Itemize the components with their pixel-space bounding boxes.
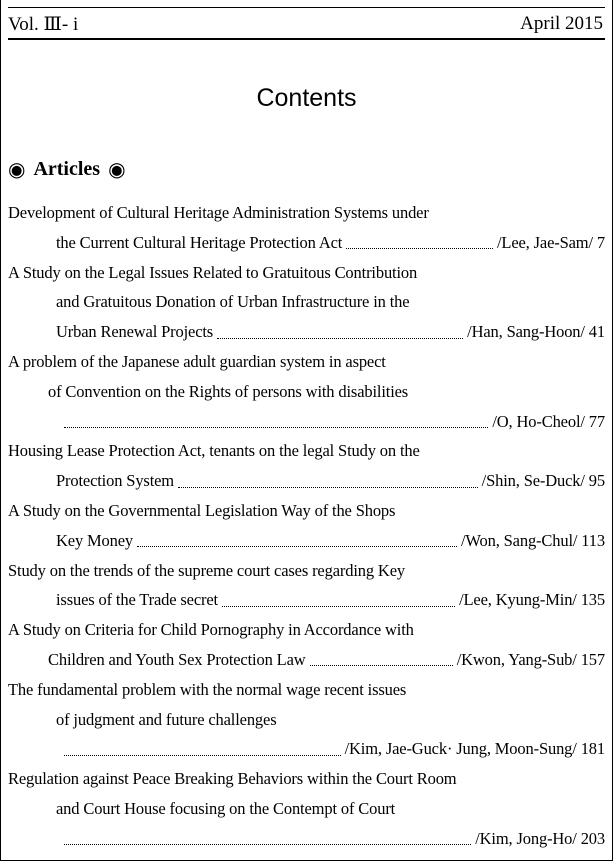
leader-dots [137,534,457,547]
toc-entry[interactable] [8,556,605,616]
toc-entry-line [8,228,605,258]
toc-entry[interactable] [8,347,605,436]
toc-entry-line [8,734,605,764]
article-title-text: issues of the Trade secret [56,590,218,610]
author-page: /Kim, Jong-Ho/ 203 [475,828,605,848]
toc-entry-line [8,764,605,794]
toc-entry-line [8,705,605,735]
toc-entry[interactable] [8,615,605,675]
leader-dots [346,236,493,249]
article-title-text: the Current Cultural Heritage Protection Act [56,232,343,252]
toc-entry-line [8,258,605,288]
toc-entry[interactable] [8,436,605,496]
toc-entry[interactable] [8,675,605,764]
author-page: /Kim, Jae-Guck· Jung, Moon-Sung/ 181 [344,739,605,759]
toc-entry-line [8,436,605,466]
issue-date: April 2015 [520,13,603,34]
article-title-text: and Court House focusing on the Contempt of Court [56,798,396,818]
toc-entry-line [8,526,605,556]
toc-entry[interactable] [8,258,605,347]
leader-dots [64,415,488,428]
top-rule [8,7,605,8]
toc-entry-line [8,198,605,228]
article-title-text: and Gratuitous Donation of Urban Infrastructure in the [56,292,410,312]
article-title-text: A Study on Criteria for Child Pornography in Accordance with [8,620,414,640]
leader-dots [217,326,463,339]
toc-entry-line [8,615,605,645]
author-page: /Won, Sang-Chul/ 113 [460,530,605,550]
leader-dots [178,475,478,488]
author-page: /Han, Sang-Hoon/ 41 [467,322,605,342]
toc-entry-line [8,645,605,675]
article-title-text: Protection System [56,471,174,491]
toc-entry[interactable] [8,496,605,556]
leader-dots [64,832,471,845]
header-rule [8,38,605,40]
article-title-text: Housing Lease Protection Act, tenants on the legal Study on the [8,441,420,461]
toc-entry-line [8,317,605,347]
author-page: /Lee, Kyung-Min/ 135 [459,590,605,610]
toc-entry-line [8,824,605,854]
author-page: /Kwon, Yang-Sub/ 157 [456,649,605,669]
article-title-text: Development of Cultural Heritage Administration Systems under [8,203,429,222]
article-title-text: of Convention on the Rights of persons with disabilities [48,381,409,401]
toc-entry-line [8,675,605,705]
toc-entry-line [8,466,605,496]
section-heading [8,157,126,182]
bullet-icon-left: ◉ [8,159,26,181]
author-page: /Lee, Jae-Sam/ 7 [496,232,605,252]
section-label: Articles [33,158,101,180]
article-title-text: A Study on the Legal Issues Related to Gratuitous Contribution [8,262,418,282]
article-title-text: Children and Youth Sex Protection Law [48,649,306,669]
bullet-icon-right: ◉ [108,159,126,181]
article-title-text: A problem of the Japanese adult guardian system in aspect [8,351,386,371]
toc-entry-line [8,556,605,586]
toc-entry[interactable] [8,764,605,853]
page-title: Contents [256,84,357,112]
article-title-text: Regulation against Peace Breaking Behaviors within the Court Room [8,769,457,789]
author-page: /Shin, Se-Duck/ 95 [481,471,605,491]
article-title-text: Key Money [56,530,134,550]
article-title-text: of judgment and future challenges [56,709,277,729]
table-of-contents [8,198,605,854]
toc-entry-line [8,347,605,377]
article-title-text: Urban Renewal Projects [56,322,214,342]
toc-entry-line [8,377,605,407]
article-title-text: A Study on the Governmental Legislation Way of the Shops [8,500,396,520]
toc-entry-line [8,287,605,317]
toc-entry-line [8,496,605,526]
leader-dots [222,594,455,607]
leader-dots [310,653,453,666]
toc-entry-line [8,407,605,437]
running-header [8,11,603,37]
toc-entry-line [8,585,605,615]
author-page: /O, Ho-Cheol/ 77 [492,411,605,431]
toc-entry[interactable] [8,198,605,258]
toc-entry-line [8,794,605,824]
volume-label: Vol. Ⅲ- i [8,13,79,35]
article-title-text: Study on the trends of the supreme court cases regarding Key [8,560,405,580]
leader-dots [64,743,341,756]
article-title-text: The fundamental problem with the normal wage recent issues [8,679,407,699]
